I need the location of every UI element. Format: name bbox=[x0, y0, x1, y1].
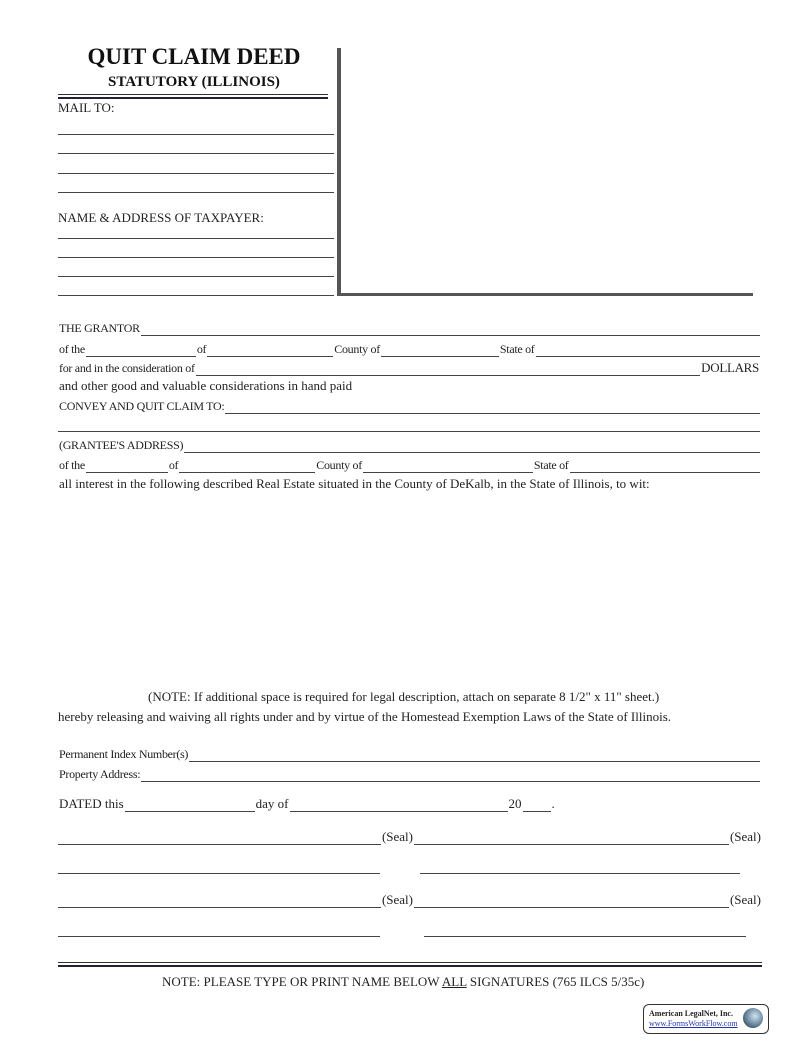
state-of-label: State of bbox=[499, 342, 535, 356]
footer-note-text: NOTE: PLEASE TYPE OR PRINT NAME BELOW bbox=[162, 974, 442, 989]
mail-to-label: MAIL TO: bbox=[58, 100, 115, 115]
printed-name-3[interactable] bbox=[58, 936, 380, 937]
mail-to-line-2[interactable] bbox=[58, 153, 334, 154]
taxpayer-label: NAME & ADDRESS OF TAXPAYER: bbox=[58, 210, 264, 225]
county-of-label: County of bbox=[316, 458, 362, 472]
grantor-county-field[interactable] bbox=[381, 344, 499, 357]
signature-2 bbox=[414, 829, 762, 845]
year-field[interactable] bbox=[523, 799, 551, 812]
printed-name-2[interactable] bbox=[420, 873, 740, 874]
footer-note-all: ALL bbox=[441, 974, 467, 989]
footer-note-citation: SIGNATURES (765 ILCS 5/35c) bbox=[466, 974, 645, 989]
form-title: QUIT CLAIM DEED bbox=[87, 44, 301, 69]
of-the-label: of the bbox=[59, 458, 85, 472]
pin-field[interactable] bbox=[189, 749, 760, 762]
printed-name-4[interactable] bbox=[424, 936, 746, 937]
period: . bbox=[551, 796, 555, 811]
grantee-county-field[interactable] bbox=[363, 460, 533, 473]
grantor-of-the-field[interactable] bbox=[86, 344, 196, 357]
title-divider bbox=[58, 94, 328, 99]
taxpayer-line-1[interactable] bbox=[58, 238, 334, 239]
signature-2-field[interactable] bbox=[414, 832, 729, 845]
consideration-row bbox=[58, 360, 760, 376]
property-address-label: Property Address: bbox=[59, 767, 141, 781]
taxpayer-line-4[interactable] bbox=[58, 295, 334, 296]
grantee-of-the-field[interactable] bbox=[86, 460, 168, 473]
dated-row bbox=[58, 796, 578, 812]
homestead-text: hereby releasing and waiving all rights under and by virtue of the Homestead Exemption Laws of the State of Illinois. bbox=[58, 709, 672, 724]
of-label: of bbox=[196, 342, 207, 356]
american-legalnet-logo bbox=[643, 1004, 769, 1034]
grantee-state-field[interactable] bbox=[570, 460, 761, 473]
grantee-address-field[interactable] bbox=[184, 440, 760, 453]
interest-row bbox=[58, 476, 760, 492]
grantor-location-row bbox=[58, 341, 760, 357]
month-field[interactable] bbox=[290, 799, 508, 812]
mail-to-line-1[interactable] bbox=[58, 134, 334, 135]
of-the-label: of the bbox=[59, 342, 85, 356]
state-of-label: State of bbox=[533, 458, 569, 472]
grantor-of-field[interactable] bbox=[207, 344, 333, 357]
footer-note bbox=[162, 974, 644, 990]
interest-text: all interest in the following described Real Estate situated in the County of DeKalb, in the State of Illinois, to wit: bbox=[59, 476, 650, 491]
globe-icon bbox=[743, 1008, 763, 1028]
grantee-address-label: (GRANTEE'S ADDRESS) bbox=[59, 438, 184, 452]
convey-row bbox=[58, 398, 760, 414]
signature-1-field[interactable] bbox=[58, 832, 381, 845]
printed-name-1[interactable] bbox=[58, 873, 380, 874]
signature-4-field[interactable] bbox=[414, 895, 729, 908]
day-of-label: day of bbox=[255, 796, 289, 811]
grantee-location-row bbox=[58, 457, 760, 473]
grantor-field[interactable] bbox=[141, 323, 760, 336]
pin-row bbox=[58, 746, 760, 762]
dollars-label: DOLLARS bbox=[701, 360, 759, 375]
county-of-label: County of bbox=[334, 342, 380, 356]
grantor-row bbox=[58, 320, 760, 336]
year-prefix: 20 bbox=[508, 796, 522, 811]
grantee-field[interactable] bbox=[225, 401, 760, 414]
of-label: of bbox=[168, 458, 179, 472]
legal-description-note: (NOTE: If additional space is required for legal description, attach on separate 8 1/2" x 11" sheet.) bbox=[148, 689, 660, 704]
convey-label: CONVEY AND QUIT CLAIM TO: bbox=[59, 399, 225, 413]
logo-company: American LegalNet, Inc. bbox=[649, 1009, 733, 1018]
pin-label: Permanent Index Number(s) bbox=[59, 747, 189, 761]
recorder-box-bottom bbox=[337, 293, 753, 296]
mail-to-line-4[interactable] bbox=[58, 192, 334, 193]
seal-label: (Seal) bbox=[381, 829, 413, 844]
property-address-row bbox=[58, 766, 760, 782]
other-considerations bbox=[58, 378, 760, 394]
taxpayer-line-3[interactable] bbox=[58, 276, 334, 277]
property-address-field[interactable] bbox=[141, 769, 760, 782]
seal-label: (Seal) bbox=[381, 892, 413, 907]
consideration-field[interactable] bbox=[196, 363, 700, 376]
seal-label: (Seal) bbox=[729, 892, 761, 907]
signature-1 bbox=[58, 829, 414, 845]
grantor-label: THE GRANTOR bbox=[59, 321, 140, 335]
grantee-of-field[interactable] bbox=[179, 460, 315, 473]
footer-divider bbox=[58, 962, 762, 967]
dated-this-label: DATED this bbox=[59, 796, 124, 811]
taxpayer-line-2[interactable] bbox=[58, 257, 334, 258]
grantee-line-2[interactable] bbox=[58, 431, 760, 432]
grantor-state-field[interactable] bbox=[536, 344, 761, 357]
mail-to-line-3[interactable] bbox=[58, 173, 334, 174]
day-field[interactable] bbox=[125, 799, 255, 812]
grantee-address-row bbox=[58, 437, 760, 453]
signature-3 bbox=[58, 892, 414, 908]
form-subtitle: STATUTORY (ILLINOIS) bbox=[108, 74, 280, 90]
recorder-box-border bbox=[337, 48, 341, 296]
logo-url[interactable]: www.FormsWorkFlow.com bbox=[649, 1019, 738, 1028]
signature-3-field[interactable] bbox=[58, 895, 381, 908]
consideration-label: for and in the consideration of bbox=[59, 361, 195, 375]
other-considerations-text: and other good and valuable considerations in hand paid bbox=[59, 378, 353, 393]
signature-4 bbox=[414, 892, 762, 908]
seal-label: (Seal) bbox=[729, 829, 761, 844]
